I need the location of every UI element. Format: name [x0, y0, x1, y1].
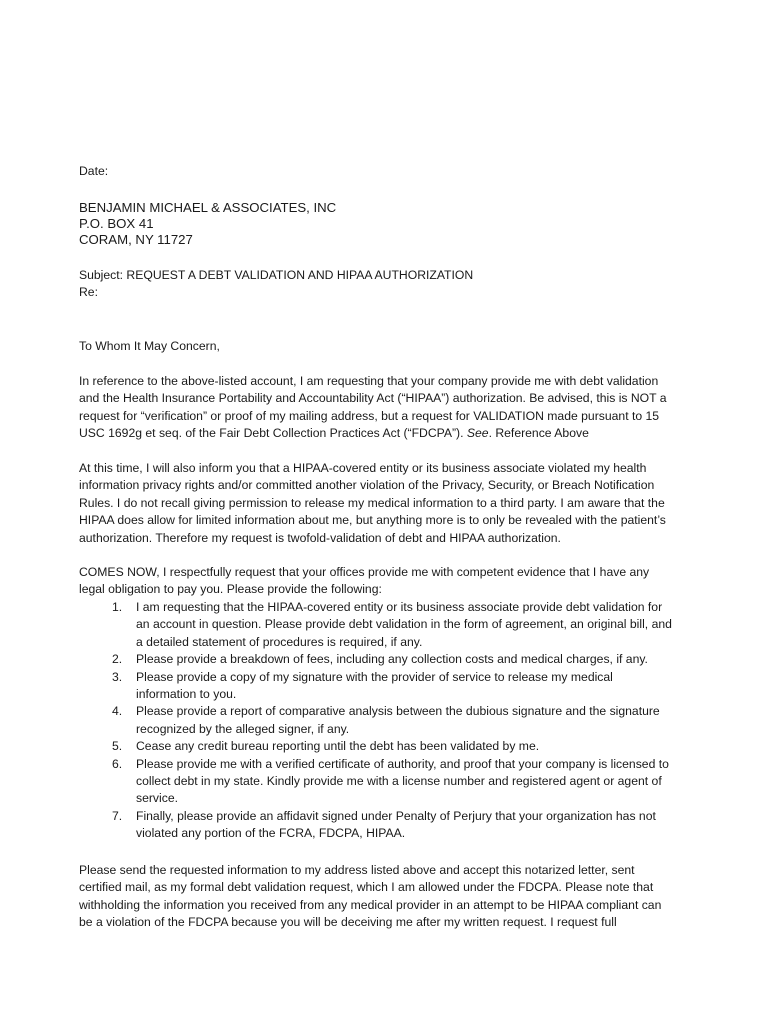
- list-item: [79, 651, 691, 668]
- list-item-text: information to you.: [136, 687, 237, 702]
- recipient-box: P.O. BOX 41: [79, 216, 154, 231]
- list-item: [79, 703, 691, 738]
- paragraph-comes-now: COMES NOW, I respectfully request that your offices provide me with competent evidence that I have any legal obligation to pay you. Please provide the following:: [79, 565, 650, 597]
- list-item-text: I am requesting that the HIPAA-covered entity or its business associate provide debt validation for: [136, 600, 663, 614]
- list-item-number: 5.: [112, 739, 123, 754]
- see-citation: See: [466, 426, 489, 441]
- list-item-number: 4.: [112, 704, 123, 719]
- list-item: [79, 738, 691, 755]
- list-item-text: service.: [136, 791, 178, 806]
- list-item-number: 2.: [112, 652, 123, 667]
- list-item: [79, 669, 691, 704]
- list-item-text: a detailed statement of procedures is required, if any.: [136, 634, 423, 649]
- list-item: [79, 599, 691, 651]
- list-item-number: 1.: [112, 600, 123, 614]
- paragraph-validation-request: In reference to the above-listed account, I am requesting that your company provide me with debt validation and the Health Insurance Portability and Accountability Act (“HIPAA”) authorization. Be advised, this is NOT a request for “verification” or proof of my mailing address, but a request for VALIDATION made pursuant to 15 USC 1692g et seq. of the Fair Debt Collection Practices Act (“FDCPA”). See. Reference Above: [79, 374, 667, 441]
- list-item-text: Please provide a copy of my signature with the provider of service to release my medical: [136, 669, 613, 684]
- date-label: Date:: [79, 164, 109, 178]
- list-item: [79, 756, 691, 808]
- list-item-text: Please provide me with a verified certificate of authority, and proof that your company is licensed to: [136, 756, 669, 771]
- list-item-number: 6.: [112, 756, 123, 771]
- list-item-text: Cease any credit bureau reporting until the debt has been validated by me.: [136, 739, 540, 754]
- list-item-text: recognized by the alleged signer, if any.: [136, 721, 350, 736]
- subject-block: [79, 267, 691, 302]
- list-item-text: an account in question. Please provide debt validation in the form of agreement, an original bill, and: [136, 617, 672, 632]
- list-item-text: collect debt in my state. Kindly provide me with a license number and registered agent or agent of: [136, 774, 662, 789]
- subject-line: Subject: REQUEST A DEBT VALIDATION AND HIPAA AUTHORIZATION: [79, 268, 474, 282]
- list-item: [79, 808, 691, 843]
- list-item-text: violated any portion of the FCRA, FDCPA, HIPAA.: [136, 826, 406, 841]
- list-item-number: 7.: [112, 808, 123, 823]
- list-item-number: 3.: [112, 669, 123, 684]
- list-item-text: Please provide a breakdown of fees, including any collection costs and medical charges, if any.: [136, 652, 648, 667]
- paragraph-closing: Please send the requested information to my address listed above and accept this notarized letter, sent certified mail, as my formal debt validation request, which I am allowed under the FDCPA. Please note that withholding the information you received from any medical provider in an attempt to be HIPAA compliant can be a violation of the FDCPA because you will be deceiving me after my written request. I request full: [79, 863, 662, 930]
- list-item-text: Finally, please provide an affidavit signed under Penalty of Perjury that your organization has not: [136, 808, 656, 823]
- re-line: Re:: [79, 285, 98, 300]
- request-list: [79, 599, 691, 843]
- paragraph-hipaa-notice: At this time, I will also inform you that a HIPAA-covered entity or its business associate violated my health information privacy rights and/or committed another violation of the Privacy, Security, or Breach Notification Rules. I do not recall giving permission to release my medical information to a third party. I am aware that the HIPAA does allow for limited information about me, but anything more is to only be revealed with the patient’s authorization. Therefore my request is twofold-validation of debt and HIPAA authorization.: [79, 461, 666, 545]
- list-item-text: Please provide a report of comparative analysis between the dubious signature and the signature: [136, 704, 660, 719]
- recipient-city: CORAM, NY 11727: [79, 232, 193, 247]
- greeting: To Whom It May Concern,: [79, 339, 220, 353]
- recipient-name: BENJAMIN MICHAEL & ASSOCIATES, INC: [79, 200, 337, 215]
- recipient-address: [79, 200, 336, 248]
